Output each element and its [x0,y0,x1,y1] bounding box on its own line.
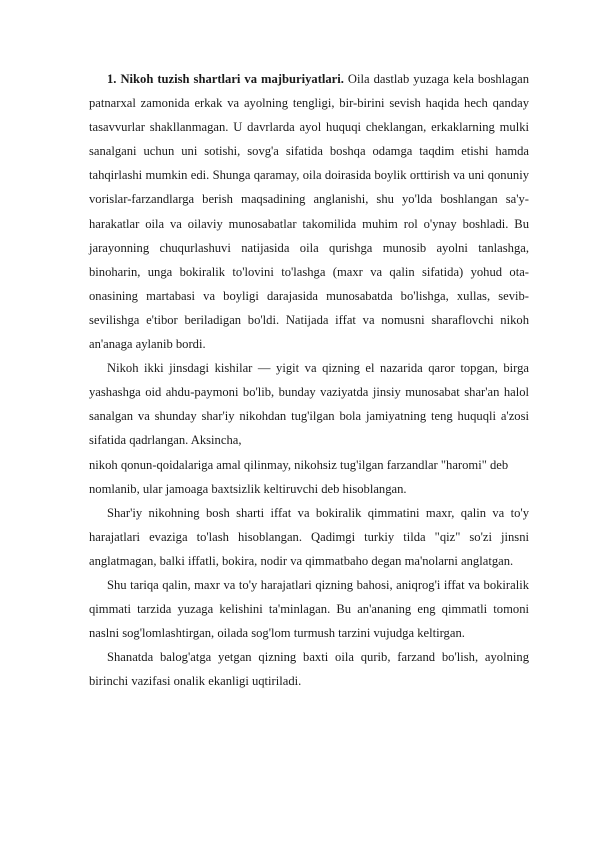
paragraph-marriage-conditions [89,67,529,356]
document-body [89,67,529,693]
paragraph-marriage-definition: Nikoh ikki jinsdagi kishilar — yigit va qizning el nazarida qaror topgan, birga yashashga oid ahdu-paymoni bo'lib, bunday vaziyatda jinsiy munosabat shar'an halol sanalgan va shunday shar'iy nikohdan tug'ilgan bola jamiyatning teng huquqli a'zosi sifatida qadrlangan. Aksincha, [89,361,529,448]
section-heading: 1. Nikoh tuzish shartlari va majburiyatlari. [107,72,344,86]
paragraph-text: Oila dastlab yuzaga kela boshlagan patnarxal zamonida erkak va ayolning tengligi, bir-birini sevish haqida hech qanday tasavvurlar shakllanmagan. U davrlarda ayol huquqi cheklangan, erkaklarning mulki sanalgani uchun uni sotishi, sovg'a sifatida boshqa odamga taqdim etishi hamda tahqirlashi mumkin edi. Shunga qaramay, oila doirasida boylik orttirish va uni qonuniy vorislar-farzandlarga berish maqsadining anglanishi, shu yo'lda boshlangan sa'y-harakatlar oila va oilaviy munosabatlar takomilida muhim rol o'ynay boshladi. Bu jarayonning chuqurlashuvi natijasida oila qurishga munosib ayolni tanlashga, binoharin, unga bokiralik to'lovini to'lashga (maxr va qalin sifatida) yohud ota-onasining martabasi va boyligi darajasida munosabatda bo'lishga, xullas, sevib-sevilishga e'tibor beriladigan bo'ldi. Natijada iffat va nomusni sharaflovchi nikoh an'anaga aylanib bordi. [89,72,529,352]
paragraph-bride-price: Shu tariqa qalin, maxr va to'y harajatlari qizning bahosi, aniqrog'i iffat va bokiralik qimmati tarzida yuzaga kelishini ta'minlagan. Bu an'ananing eng qimmatli tomoni naslni sog'lomlashtirgan, oilada sog'lom turmush tarzini vujudga keltirgan. [89,577,529,641]
paragraph-illegitimate-children: nikoh qonun-qoidalariga amal qilinmay, nikohsiz tug'ilgan farzandlar "haromi" deb nomlanib, ular jamoaga baxtsizlik keltiruvchi deb hisoblangan. [89,457,509,496]
paragraph-main-condition: Shar'iy nikohning bosh sharti iffat va bokiralik qimmatini maxr, qalin va to'y harajatlari evaziga to'lash hisoblangan. Qadimgi turkiy tilda "qiz" so'zi jinsni anglatmagan, balki iffatli, bokira, nodir va qimmatbaho degan ma'nolarni anglatgan. [89,505,529,568]
paragraph-motherhood: Shanatda balog'atga yetgan qizning baxti oila qurib, farzand bo'lish, ayolning birinchi vazifasi onalik ekanligi uqtiriladi. [89,650,529,689]
